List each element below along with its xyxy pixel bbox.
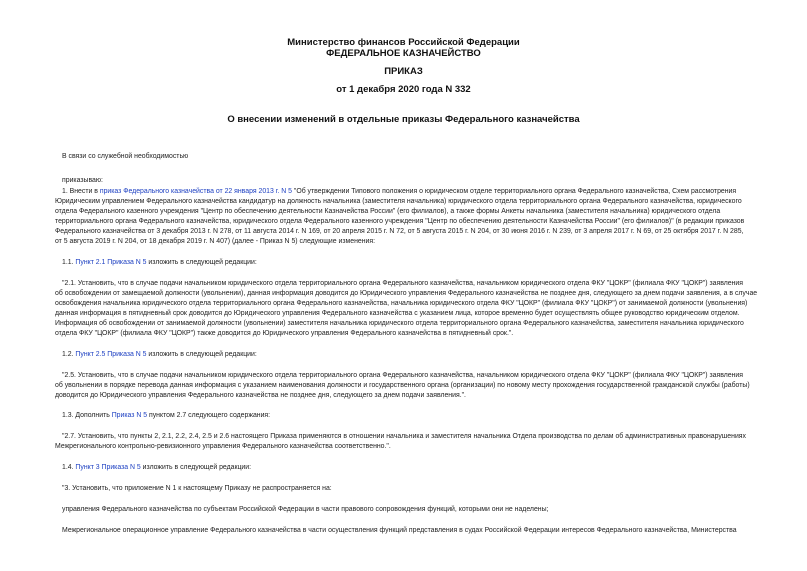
quote-3-line-1: "3. Установить, что приложение N 1 к настоящему Приказу не распространяется на: xyxy=(62,485,332,492)
ministry-name: Министерство финансов Российской Федерации xyxy=(287,37,520,48)
subparagraph-1-3-prefix: 1.3. Дополнить xyxy=(62,412,112,419)
subparagraph-1-1 xyxy=(62,258,257,268)
quote-2-1-line-4: данная информация в пятидневный срок доводится до Юридического управления Федерального казначейства с указанием лица, которое временно будет осуществлять общее руководство юридическим отделом. xyxy=(55,310,740,317)
quote-2-7-line-1: "2.7. Установить, что пункты 2, 2.1, 2.2, 2.4, 2.5 и 2.6 настоящего Приказа применяются в отношении начальника и заместителя начальника Отдела производства по делам об административных правонарушениях xyxy=(62,433,746,440)
paragraph-1-line-1 xyxy=(62,187,736,197)
subparagraph-1-2-prefix: 1.2. xyxy=(62,351,76,358)
quote-2-1-line-3: освобождения начальника юридического отдела территориального органа Федерального казначейства, начальника юридического отдела ФКУ "ЦОКР" (филиала ФКУ "ЦОКР") от занимаемой должности (увольнения) xyxy=(55,300,748,307)
quote-2-7-line-2: Межрегионального контрольно-ревизионного управления Федерального казначейства соответственно.". xyxy=(55,443,391,450)
paragraph-1-line-4: территориального органа Федерального казначейства, юридического отдела Федерального казенного учреждения "Центр по обеспечению деятельности Казначейства России" (его филиалов)" (в редакции приказов xyxy=(55,218,745,225)
quote-2-5-line-3: доводится до Юридического управления Федерального казначейства не позднее дня, следующего за днем подачи заявления.". xyxy=(55,392,466,399)
subparagraph-1-1-prefix: 1.1. xyxy=(62,259,76,266)
paragraph-1-line-2: Юридическим управлением Федерального казначейства кандидатур на должность начальника (заместителя начальника) юридического отдела территориального органа Федерального казначейства, юридического xyxy=(55,198,742,205)
quote-2-5-line-1: "2.5. Установить, что в случае подачи начальником юридического отдела территориального органа Федерального казначейства, начальником юридического отдела ФКУ "ЦОКР" (филиала ФКУ "ЦОКР") заявления xyxy=(62,372,743,379)
point-3-link[interactable]: Пункт 3 Приказа N 5 xyxy=(75,464,141,471)
paragraph-1-line-1-tail: "Об утверждении Типового положения о юридическом отделе территориального органа Федерального казначейства, Схем рассмотрения xyxy=(291,188,737,195)
prikazyvayu-text: приказываю: xyxy=(62,177,103,184)
order-n5-link[interactable]: Приказ N 5 xyxy=(111,412,148,419)
quote-3-line-3: Межрегиональное операционное управление Федерального казначейства в части осуществления функций представления в судах Российской Федерации интересов Федерального казначейства, Министерства xyxy=(62,527,737,534)
paragraph-1-prefix: 1. Внести в xyxy=(62,188,100,195)
point-2-1-link[interactable]: Пункт 2.1 Приказа N 5 xyxy=(75,259,147,266)
treasury-name: ФЕДЕРАЛЬНОЕ КАЗНАЧЕЙСТВО xyxy=(326,48,481,59)
subparagraph-1-3 xyxy=(62,411,270,421)
paragraph-1-line-6: от 5 августа 2019 г. N 204, от 18 декабря 2019 г. N 407) (далее - Приказ N 5) следующие изменения: xyxy=(55,238,376,245)
paragraph-1-line-3: отдела Федерального казенного учреждения "Центр по обеспечению деятельности Казначейства России" (его филиалов), а также формы Анкеты начальника (заместителя начальника) юридического отдела xyxy=(55,208,721,215)
point-2-5-link[interactable]: Пункт 2.5 Приказа N 5 xyxy=(75,351,147,358)
subparagraph-1-2-tail: изложить в следующей редакции: xyxy=(146,351,257,358)
subparagraph-1-3-tail: пунктом 2.7 следующего содержания: xyxy=(147,412,271,419)
quote-2-1-line-5: Информация об освобождении от занимаемой должности (увольнении) заместителя начальника юридического отдела территориального органа Федерального казначейства, заместителя начальника юридического xyxy=(55,320,744,327)
intro-text: В связи со служебной необходимостью xyxy=(62,153,189,160)
document-date-number: от 1 декабря 2020 года N 332 xyxy=(336,84,471,95)
quote-2-1-line-2: об освобождении от замещаемой должности (увольнении), данная информация доводится до Юридического управления Федерального казначейства не позднее дня, следующего за днем подачи заявления, а в случае xyxy=(55,290,758,297)
quote-2-1-line-1: "2.1. Установить, что в случае подачи начальником юридического отдела территориального органа Федерального казначейства, начальником юридического отдела ФКУ "ЦОКР" (филиала ФКУ "ЦОКР") заявления xyxy=(62,280,743,287)
subparagraph-1-4-prefix: 1.4. xyxy=(62,464,76,471)
quote-2-5-line-2: об увольнении в порядке перевода данная информация с указанием наименования должности и государственного органа (организации) по новому месту прохождения государственной гражданской службы (работы) xyxy=(55,382,750,389)
quote-3-line-2: управления Федерального казначейства по субъектам Российской Федерации в части правового сопровождения функций, которыми они не наделены; xyxy=(62,506,549,513)
paragraph-1-line-5: Федерального казначейства от 3 декабря 2013 г. N 278, от 11 августа 2014 г. N 169, от 20 апреля 2015 г. N 72, от 5 августа 2015 г. N 204, от 30 июня 2016 г. N 239, от 3 апреля 2017 г. N 69, от 25 октября 2017 г. N 285, xyxy=(55,228,744,235)
subparagraph-1-2 xyxy=(62,350,257,360)
document-subject: О внесении изменений в отдельные приказы Федерального казначейства xyxy=(227,114,580,125)
subparagraph-1-4 xyxy=(62,463,251,473)
order-5-link[interactable]: приказ Федерального казначейства от 22 января 2013 г. N 5 xyxy=(99,188,292,195)
subparagraph-1-4-tail: изложить в следующей редакции: xyxy=(140,464,252,471)
subparagraph-1-1-tail: изложить в следующей редакции: xyxy=(146,259,257,266)
document-type: ПРИКАЗ xyxy=(384,66,423,77)
quote-2-1-line-6: отдела ФКУ "ЦОКР" (филиала ФКУ "ЦОКР") также доводится до Юридического управления Федерального казначейства в пятидневный срок.". xyxy=(55,330,514,337)
